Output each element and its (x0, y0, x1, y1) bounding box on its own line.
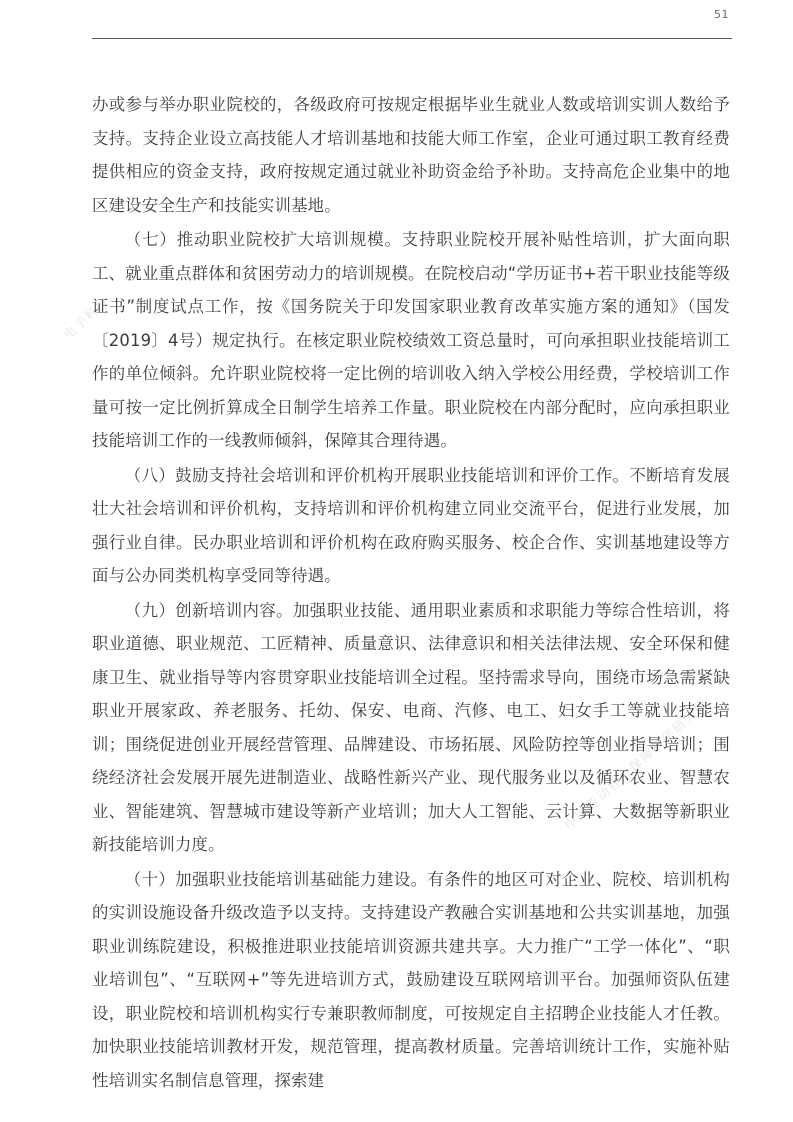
watermark-text: 中国劳动社会保障科学研究所 (561, 695, 712, 833)
watermark-text: 电子科技 (61, 294, 113, 342)
paragraph: （九）创新培训内容。加强职业技能、通用职业素质和求职能力等综合性培训，将职业道德、职业规范、工匠精神、质量意识、法律意识和相关法律法规、安全环保和健康卫生、就业指导等内容贯穿职业技能培训全过程。坚持需求导向，围绕市场急需紧缺职业开展家政、养老服务、托幼、保安、电商、汽修、电工、妇女手工等就业技能培训；围绕促进创业开展经营管理、品牌建设、市场拓展、风险防控等创业指导培训；围绕经济社会发展开展先进制造业、战略性新兴产业、现代服务业以及循环农业、智慧农业、智能建筑、智慧城市建设等新产业培训；加大人工智能、云计算、大数据等新职业新技能培训力度。 (92, 600, 730, 854)
header-divider (92, 38, 732, 39)
paragraph: （七）推动职业院校扩大培训规模。支持职业院校开展补贴性培训，扩大面向职工、就业重点群体和贫困劳动力的培训规模。在院校启动“学历证书+若干职业技能等级证书”制度试点工作，按《国务院关于印发国家职业教育改革实施方案的通知》（国发〔2019〕4号）规定执行。在核定职业院校绩效工资总量时，可向承担职业技能培训工作的单位倾斜。允许职业院校将一定比例的培训收入纳入学校公用经费，学校培训工作量可按一定比例折算成全日制学生培养工作量。职业院校在内部分配时，应向承担职业技能培训工作的一线教师倾斜，保障其合理待遇。 (92, 230, 730, 450)
paragraph: （八）鼓励支持社会培训和评价机构开展职业技能培训和评价工作。不断培育发展壮大社会培训和评价机构，支持培训和评价机构建立同业交流平台，促进行业发展，加强行业自律。民办职业培训和评价机构在政府购买服务、校企合作、实训基地建设等方面与公办同类机构享受同等待遇。 (92, 465, 730, 585)
document-body (92, 88, 730, 1098)
paragraph: 办或参与举办职业院校的，各级政府可按规定根据毕业生就业人数或培训实训人数给予支持。支持企业设立高技能人才培训基地和技能大师工作室，企业可通过职工教育经费提供相应的资金支持，政府按规定通过就业补助资金给予补助。支持高危企业集中的地区建设安全生产和技能实训基地。 (92, 95, 730, 215)
page-number: 51 (714, 8, 729, 21)
paragraph: （十）加强职业技能培训基础能力建设。有条件的地区可对企业、院校、培训机构的实训设施设备升级改造予以支持。支持建设产教融合实训基地和公共实训基地，加强职业训练院建设，积极推进职业技能培训资源共建共享。大力推广“工学一体化”、“职业培训包”、“互联网+”等先进培训方式，鼓励建设互联网培训平台。加强师资队伍建设，职业院校和培训机构实行专兼职教师制度，可按规定自主招聘企业技能人才任教。加快职业技能培训教材开发，规范管理，提高教材质量。完善培训统计工作，实施补贴性培训实名制信息管理，探索建 (92, 869, 730, 1090)
